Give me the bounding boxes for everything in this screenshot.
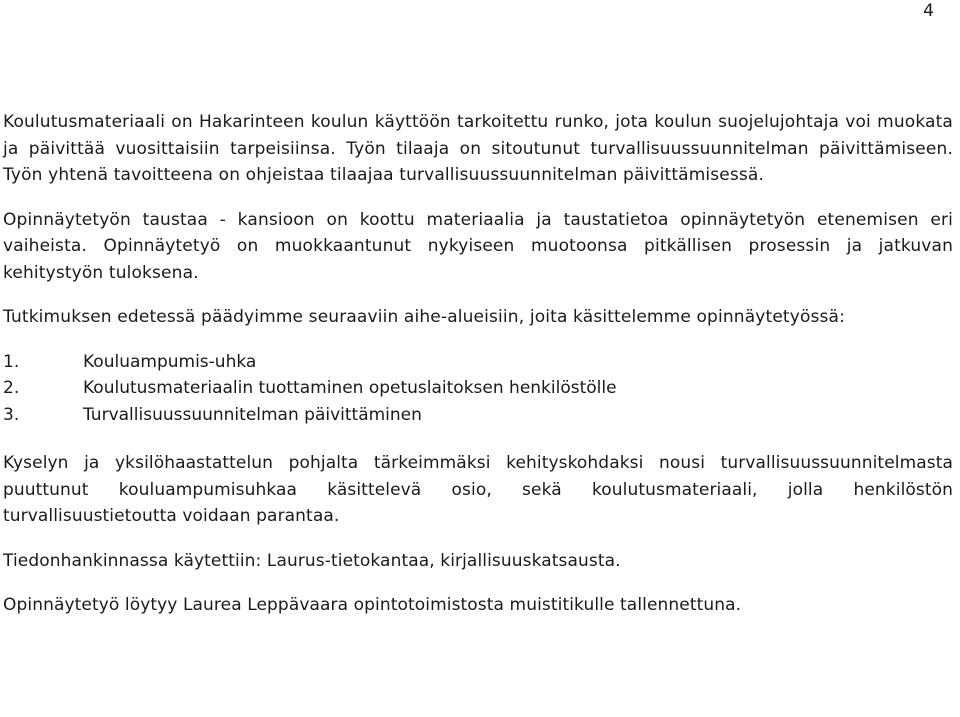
list-item bbox=[3, 349, 953, 376]
list-item-number: 3. bbox=[3, 404, 20, 425]
page-number: 4 bbox=[923, 1, 934, 21]
paragraph-thesis-location: Opinnäytetyö löytyy Laurea Leppävaara opintotoimistosta muistitikulle tallennettuna. bbox=[3, 595, 742, 615]
list-item-text: Koulutusmateriaalin tuottaminen opetuslaitoksen henkilöstölle bbox=[83, 378, 617, 398]
topic-list bbox=[3, 349, 953, 429]
paragraph-training-material: Koulutusmateriaali on Hakarinteen koulun käyttöön tarkoitettu runko, jota koulun suojelujohtaja voi muokata ja päivittää vuosittaisiin tarpeisiinsa. Työn tilaaja on sitoutunut turvallisuussuunnitelman päivittämiseen. Työn yhtenä tavoitteena on ohjeistaa tilaajaa turvallisuussuunnitelman päivittämisessä. bbox=[3, 112, 953, 185]
list-item-text: Turvallisuussuunnitelman päivittäminen bbox=[83, 404, 422, 425]
document-body bbox=[3, 109, 953, 637]
list-item-text: Kouluampumis-uhka bbox=[83, 351, 257, 372]
paragraph-information-sources: Tiedonhankinnassa käytettiin: Laurus-tietokantaa, kirjallisuuskatsausta. bbox=[3, 550, 621, 571]
list-item bbox=[3, 402, 953, 429]
paragraph-survey-results: Kyselyn ja yksilöhaastattelun pohjalta tärkeimmäksi kehityskohdaksi nousi turvallisuussuunnitelmasta puuttunut kouluampumisuhkaa käsittelevä osio, sekä koulutusmateriaali, jolla henkilöstön turvallisuustietoutta voidaan parantaa. bbox=[3, 453, 953, 526]
paragraph-thesis-background: Opinnäytetyön taustaa - kansioon on koottu materiaalia ja taustatietoa opinnäytetyön etenemisen eri vaiheista. Opinnäytetyö on muokkaantunut nykyiseen muotoonsa pitkällisen prosessin ja jatkuvan kehitystyön tuloksena. bbox=[3, 209, 953, 283]
paragraph-research-topics: Tutkimuksen edetessä päädyimme seuraaviin aihe-alueisiin, joita käsittelemme opinnäytetyössä: bbox=[3, 307, 845, 327]
list-item-number: 2. bbox=[3, 378, 20, 398]
list-item bbox=[3, 375, 953, 402]
list-item-number: 1. bbox=[3, 351, 20, 372]
